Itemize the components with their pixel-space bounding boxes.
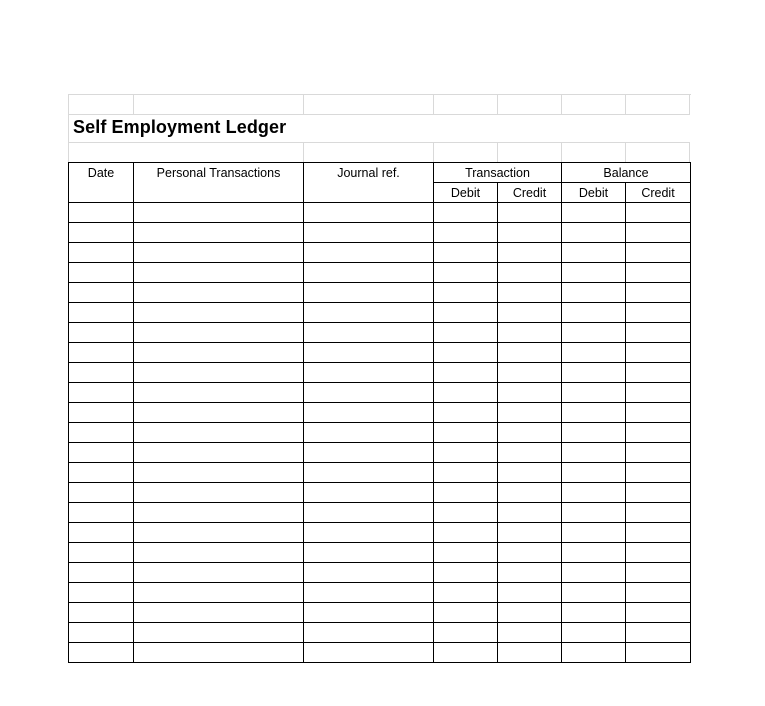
cell-personal-transactions[interactable] (134, 363, 304, 383)
cell-balance-debit[interactable] (562, 343, 626, 363)
cell-date[interactable] (69, 543, 134, 563)
cell-balance-debit[interactable] (562, 483, 626, 503)
cell-balance-debit[interactable] (562, 223, 626, 243)
gridline (561, 142, 562, 162)
cell-date[interactable] (69, 203, 134, 223)
subheader-row (69, 183, 691, 203)
cell-transaction-debit[interactable] (434, 563, 498, 583)
cell-date[interactable] (69, 563, 134, 583)
gridline (68, 114, 690, 115)
cell-journal-ref[interactable] (304, 543, 434, 563)
cell-date[interactable] (69, 523, 134, 543)
header-balance-debit: Debit (562, 183, 626, 203)
ledger-table (68, 162, 691, 663)
gridline (689, 142, 690, 162)
cell-transaction-debit[interactable] (434, 643, 498, 663)
cell-transaction-credit[interactable] (498, 303, 562, 323)
subheader-empty (69, 183, 134, 203)
cell-journal-ref[interactable] (304, 303, 434, 323)
table-row (69, 583, 691, 603)
cell-transaction-credit[interactable] (498, 543, 562, 563)
gridline (625, 94, 626, 114)
cell-transaction-credit[interactable] (498, 563, 562, 583)
cell-date[interactable] (69, 483, 134, 503)
cell-journal-ref[interactable] (304, 463, 434, 483)
cell-personal-transactions[interactable] (134, 643, 304, 663)
cell-journal-ref[interactable] (304, 383, 434, 403)
cell-personal-transactions[interactable] (134, 403, 304, 423)
cell-personal-transactions[interactable] (134, 443, 304, 463)
cell-balance-credit[interactable] (626, 483, 691, 503)
cell-balance-debit[interactable] (562, 503, 626, 523)
cell-date[interactable] (69, 423, 134, 443)
cell-transaction-credit[interactable] (498, 583, 562, 603)
cell-balance-debit[interactable] (562, 283, 626, 303)
cell-personal-transactions[interactable] (134, 603, 304, 623)
table-row (69, 203, 691, 223)
cell-journal-ref[interactable] (304, 403, 434, 423)
cell-balance-credit[interactable] (626, 603, 691, 623)
cell-personal-transactions[interactable] (134, 383, 304, 403)
cell-balance-credit[interactable] (626, 423, 691, 443)
cell-journal-ref[interactable] (304, 223, 434, 243)
table-row (69, 603, 691, 623)
table-row (69, 383, 691, 403)
cell-balance-credit[interactable] (626, 643, 691, 663)
cell-transaction-debit[interactable] (434, 543, 498, 563)
cell-transaction-credit[interactable] (498, 323, 562, 343)
cell-transaction-debit[interactable] (434, 403, 498, 423)
cell-balance-debit[interactable] (562, 323, 626, 343)
cell-transaction-debit[interactable] (434, 343, 498, 363)
table-row (69, 263, 691, 283)
cell-transaction-credit[interactable] (498, 343, 562, 363)
gridline (625, 142, 626, 162)
cell-date[interactable] (69, 263, 134, 283)
cell-date[interactable] (69, 403, 134, 423)
cell-personal-transactions[interactable] (134, 563, 304, 583)
header-balance-credit: Credit (626, 183, 691, 203)
cell-transaction-debit[interactable] (434, 263, 498, 283)
cell-transaction-credit[interactable] (498, 403, 562, 423)
cell-journal-ref[interactable] (304, 583, 434, 603)
gridline (689, 94, 690, 114)
gridline (303, 94, 304, 114)
table-row (69, 403, 691, 423)
cell-transaction-credit[interactable] (498, 243, 562, 263)
cell-balance-credit[interactable] (626, 543, 691, 563)
cell-date[interactable] (69, 283, 134, 303)
cell-journal-ref[interactable] (304, 203, 434, 223)
cell-personal-transactions[interactable] (134, 283, 304, 303)
cell-journal-ref[interactable] (304, 363, 434, 383)
cell-balance-debit[interactable] (562, 443, 626, 463)
cell-personal-transactions[interactable] (134, 243, 304, 263)
cell-transaction-debit[interactable] (434, 303, 498, 323)
cell-balance-credit[interactable] (626, 623, 691, 643)
cell-transaction-debit[interactable] (434, 583, 498, 603)
header-transaction-debit: Debit (434, 183, 498, 203)
cell-balance-credit[interactable] (626, 383, 691, 403)
cell-journal-ref[interactable] (304, 343, 434, 363)
cell-transaction-debit[interactable] (434, 443, 498, 463)
cell-transaction-credit[interactable] (498, 383, 562, 403)
cell-date[interactable] (69, 323, 134, 343)
header-balance: Balance (562, 163, 691, 183)
header-transaction-credit: Credit (498, 183, 562, 203)
cell-balance-credit[interactable] (626, 303, 691, 323)
table-row (69, 623, 691, 643)
table-row (69, 483, 691, 503)
header-date: Date (69, 163, 134, 183)
cell-balance-debit[interactable] (562, 383, 626, 403)
cell-transaction-credit[interactable] (498, 363, 562, 383)
gridline (133, 94, 134, 114)
cell-balance-credit[interactable] (626, 263, 691, 283)
cell-balance-credit[interactable] (626, 523, 691, 543)
cell-balance-debit[interactable] (562, 263, 626, 283)
cell-transaction-debit[interactable] (434, 363, 498, 383)
cell-transaction-credit[interactable] (498, 203, 562, 223)
cell-balance-debit[interactable] (562, 623, 626, 643)
cell-personal-transactions[interactable] (134, 463, 304, 483)
table-row (69, 503, 691, 523)
table-row (69, 243, 691, 263)
cell-journal-ref[interactable] (304, 623, 434, 643)
gridline (433, 94, 434, 114)
table-row (69, 523, 691, 543)
cell-journal-ref[interactable] (304, 503, 434, 523)
cell-journal-ref[interactable] (304, 643, 434, 663)
cell-journal-ref[interactable] (304, 263, 434, 283)
cell-personal-transactions[interactable] (134, 623, 304, 643)
cell-transaction-credit[interactable] (498, 263, 562, 283)
cell-balance-credit[interactable] (626, 583, 691, 603)
cell-balance-credit[interactable] (626, 223, 691, 243)
cell-transaction-debit[interactable] (434, 223, 498, 243)
cell-balance-debit[interactable] (562, 423, 626, 443)
cell-transaction-debit[interactable] (434, 463, 498, 483)
cell-transaction-credit[interactable] (498, 483, 562, 503)
cell-journal-ref[interactable] (304, 243, 434, 263)
cell-transaction-debit[interactable] (434, 503, 498, 523)
cell-date[interactable] (69, 363, 134, 383)
cell-journal-ref[interactable] (304, 483, 434, 503)
cell-date[interactable] (69, 643, 134, 663)
cell-transaction-credit[interactable] (498, 643, 562, 663)
table-row (69, 643, 691, 663)
cell-journal-ref[interactable] (304, 443, 434, 463)
cell-transaction-credit[interactable] (498, 443, 562, 463)
cell-transaction-credit[interactable] (498, 463, 562, 483)
cell-journal-ref[interactable] (304, 423, 434, 443)
table-row (69, 423, 691, 443)
cell-balance-debit[interactable] (562, 523, 626, 543)
cell-balance-credit[interactable] (626, 363, 691, 383)
cell-balance-credit[interactable] (626, 243, 691, 263)
table-row (69, 223, 691, 243)
header-personal-transactions: Personal Transactions (134, 163, 304, 183)
cell-transaction-credit[interactable] (498, 283, 562, 303)
cell-personal-transactions[interactable] (134, 203, 304, 223)
cell-personal-transactions[interactable] (134, 423, 304, 443)
cell-date[interactable] (69, 443, 134, 463)
cell-transaction-credit[interactable] (498, 623, 562, 643)
gridline (433, 142, 434, 162)
table-row (69, 543, 691, 563)
cell-balance-credit[interactable] (626, 343, 691, 363)
cell-journal-ref[interactable] (304, 323, 434, 343)
cell-transaction-debit[interactable] (434, 323, 498, 343)
cell-personal-transactions[interactable] (134, 483, 304, 503)
table-row (69, 363, 691, 383)
cell-date[interactable] (69, 383, 134, 403)
cell-date[interactable] (69, 623, 134, 643)
cell-balance-debit[interactable] (562, 303, 626, 323)
gridline (68, 142, 690, 143)
cell-balance-credit[interactable] (626, 563, 691, 583)
cell-journal-ref[interactable] (304, 563, 434, 583)
cell-personal-transactions[interactable] (134, 323, 304, 343)
ledger-body (69, 203, 691, 663)
cell-balance-debit[interactable] (562, 203, 626, 223)
table-row (69, 283, 691, 303)
cell-transaction-credit[interactable] (498, 503, 562, 523)
table-row (69, 463, 691, 483)
cell-balance-credit[interactable] (626, 323, 691, 343)
cell-transaction-credit[interactable] (498, 523, 562, 543)
page-title: Self Employment Ledger (73, 117, 287, 137)
cell-personal-transactions[interactable] (134, 263, 304, 283)
cell-transaction-credit[interactable] (498, 603, 562, 623)
cell-balance-credit[interactable] (626, 203, 691, 223)
cell-balance-debit[interactable] (562, 403, 626, 423)
cell-transaction-debit[interactable] (434, 283, 498, 303)
cell-transaction-debit[interactable] (434, 523, 498, 543)
cell-journal-ref[interactable] (304, 283, 434, 303)
cell-balance-credit[interactable] (626, 463, 691, 483)
cell-personal-transactions[interactable] (134, 503, 304, 523)
table-row (69, 303, 691, 323)
cell-balance-debit[interactable] (562, 243, 626, 263)
cell-personal-transactions[interactable] (134, 303, 304, 323)
cell-transaction-debit[interactable] (434, 483, 498, 503)
cell-journal-ref[interactable] (304, 523, 434, 543)
cell-date[interactable] (69, 223, 134, 243)
cell-transaction-debit[interactable] (434, 603, 498, 623)
cell-personal-transactions[interactable] (134, 343, 304, 363)
table-row (69, 343, 691, 363)
cell-journal-ref[interactable] (304, 603, 434, 623)
cell-balance-debit[interactable] (562, 563, 626, 583)
cell-transaction-debit[interactable] (434, 203, 498, 223)
subheader-empty (304, 183, 434, 203)
cell-date[interactable] (69, 583, 134, 603)
cell-transaction-debit[interactable] (434, 423, 498, 443)
cell-date[interactable] (69, 603, 134, 623)
cell-personal-transactions[interactable] (134, 583, 304, 603)
cell-balance-debit[interactable] (562, 543, 626, 563)
gridline (561, 94, 562, 114)
cell-date[interactable] (69, 503, 134, 523)
cell-transaction-credit[interactable] (498, 423, 562, 443)
cell-transaction-debit[interactable] (434, 243, 498, 263)
cell-personal-transactions[interactable] (134, 223, 304, 243)
cell-balance-debit[interactable] (562, 463, 626, 483)
cell-personal-transactions[interactable] (134, 523, 304, 543)
cell-balance-debit[interactable] (562, 643, 626, 663)
header-row (69, 163, 691, 183)
gridline (497, 94, 498, 114)
cell-date[interactable] (69, 303, 134, 323)
cell-transaction-debit[interactable] (434, 623, 498, 643)
gridline (303, 142, 304, 162)
cell-balance-credit[interactable] (626, 283, 691, 303)
subheader-empty (134, 183, 304, 203)
header-transaction: Transaction (434, 163, 562, 183)
cell-balance-credit[interactable] (626, 443, 691, 463)
gridline (497, 142, 498, 162)
cell-personal-transactions[interactable] (134, 543, 304, 563)
cell-balance-debit[interactable] (562, 363, 626, 383)
cell-balance-credit[interactable] (626, 403, 691, 423)
cell-balance-credit[interactable] (626, 503, 691, 523)
table-row (69, 563, 691, 583)
table-row (69, 443, 691, 463)
cell-transaction-credit[interactable] (498, 223, 562, 243)
cell-balance-debit[interactable] (562, 603, 626, 623)
cell-balance-debit[interactable] (562, 583, 626, 603)
header-journal-ref: Journal ref. (304, 163, 434, 183)
cell-date[interactable] (69, 343, 134, 363)
cell-date[interactable] (69, 463, 134, 483)
cell-date[interactable] (69, 243, 134, 263)
table-row (69, 323, 691, 343)
cell-transaction-debit[interactable] (434, 383, 498, 403)
